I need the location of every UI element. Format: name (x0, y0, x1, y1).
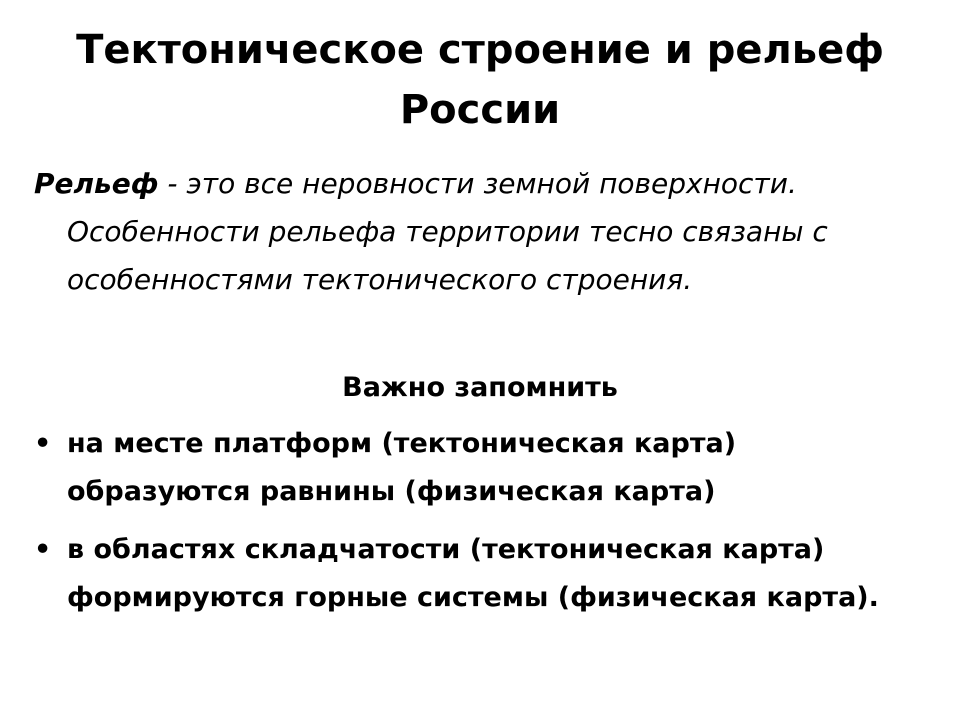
subheading: Важно запомнить (342, 372, 618, 403)
definition-text: - это все неровности земной поверхности. Особенности рельефа территории тесно связаны с особенностями тектонического строения. (67, 167, 828, 296)
bullet-item (34, 526, 914, 622)
bullet-icon: • (34, 534, 52, 565)
definition-paragraph (34, 160, 914, 304)
bullet-text: на месте платформ (тектоническая карта) образуются равнины (физическая карта) (67, 428, 737, 507)
slide-title: Тектоническое строение и рельеф России (76, 27, 884, 133)
bullet-item (34, 420, 914, 516)
bullet-text: в областях складчатости (тектоническая карта) формируются горные системы (физическая карта). (67, 534, 879, 613)
bullet-list (34, 420, 914, 632)
bullet-icon: • (34, 428, 52, 459)
definition-term: Рельеф (34, 167, 159, 200)
